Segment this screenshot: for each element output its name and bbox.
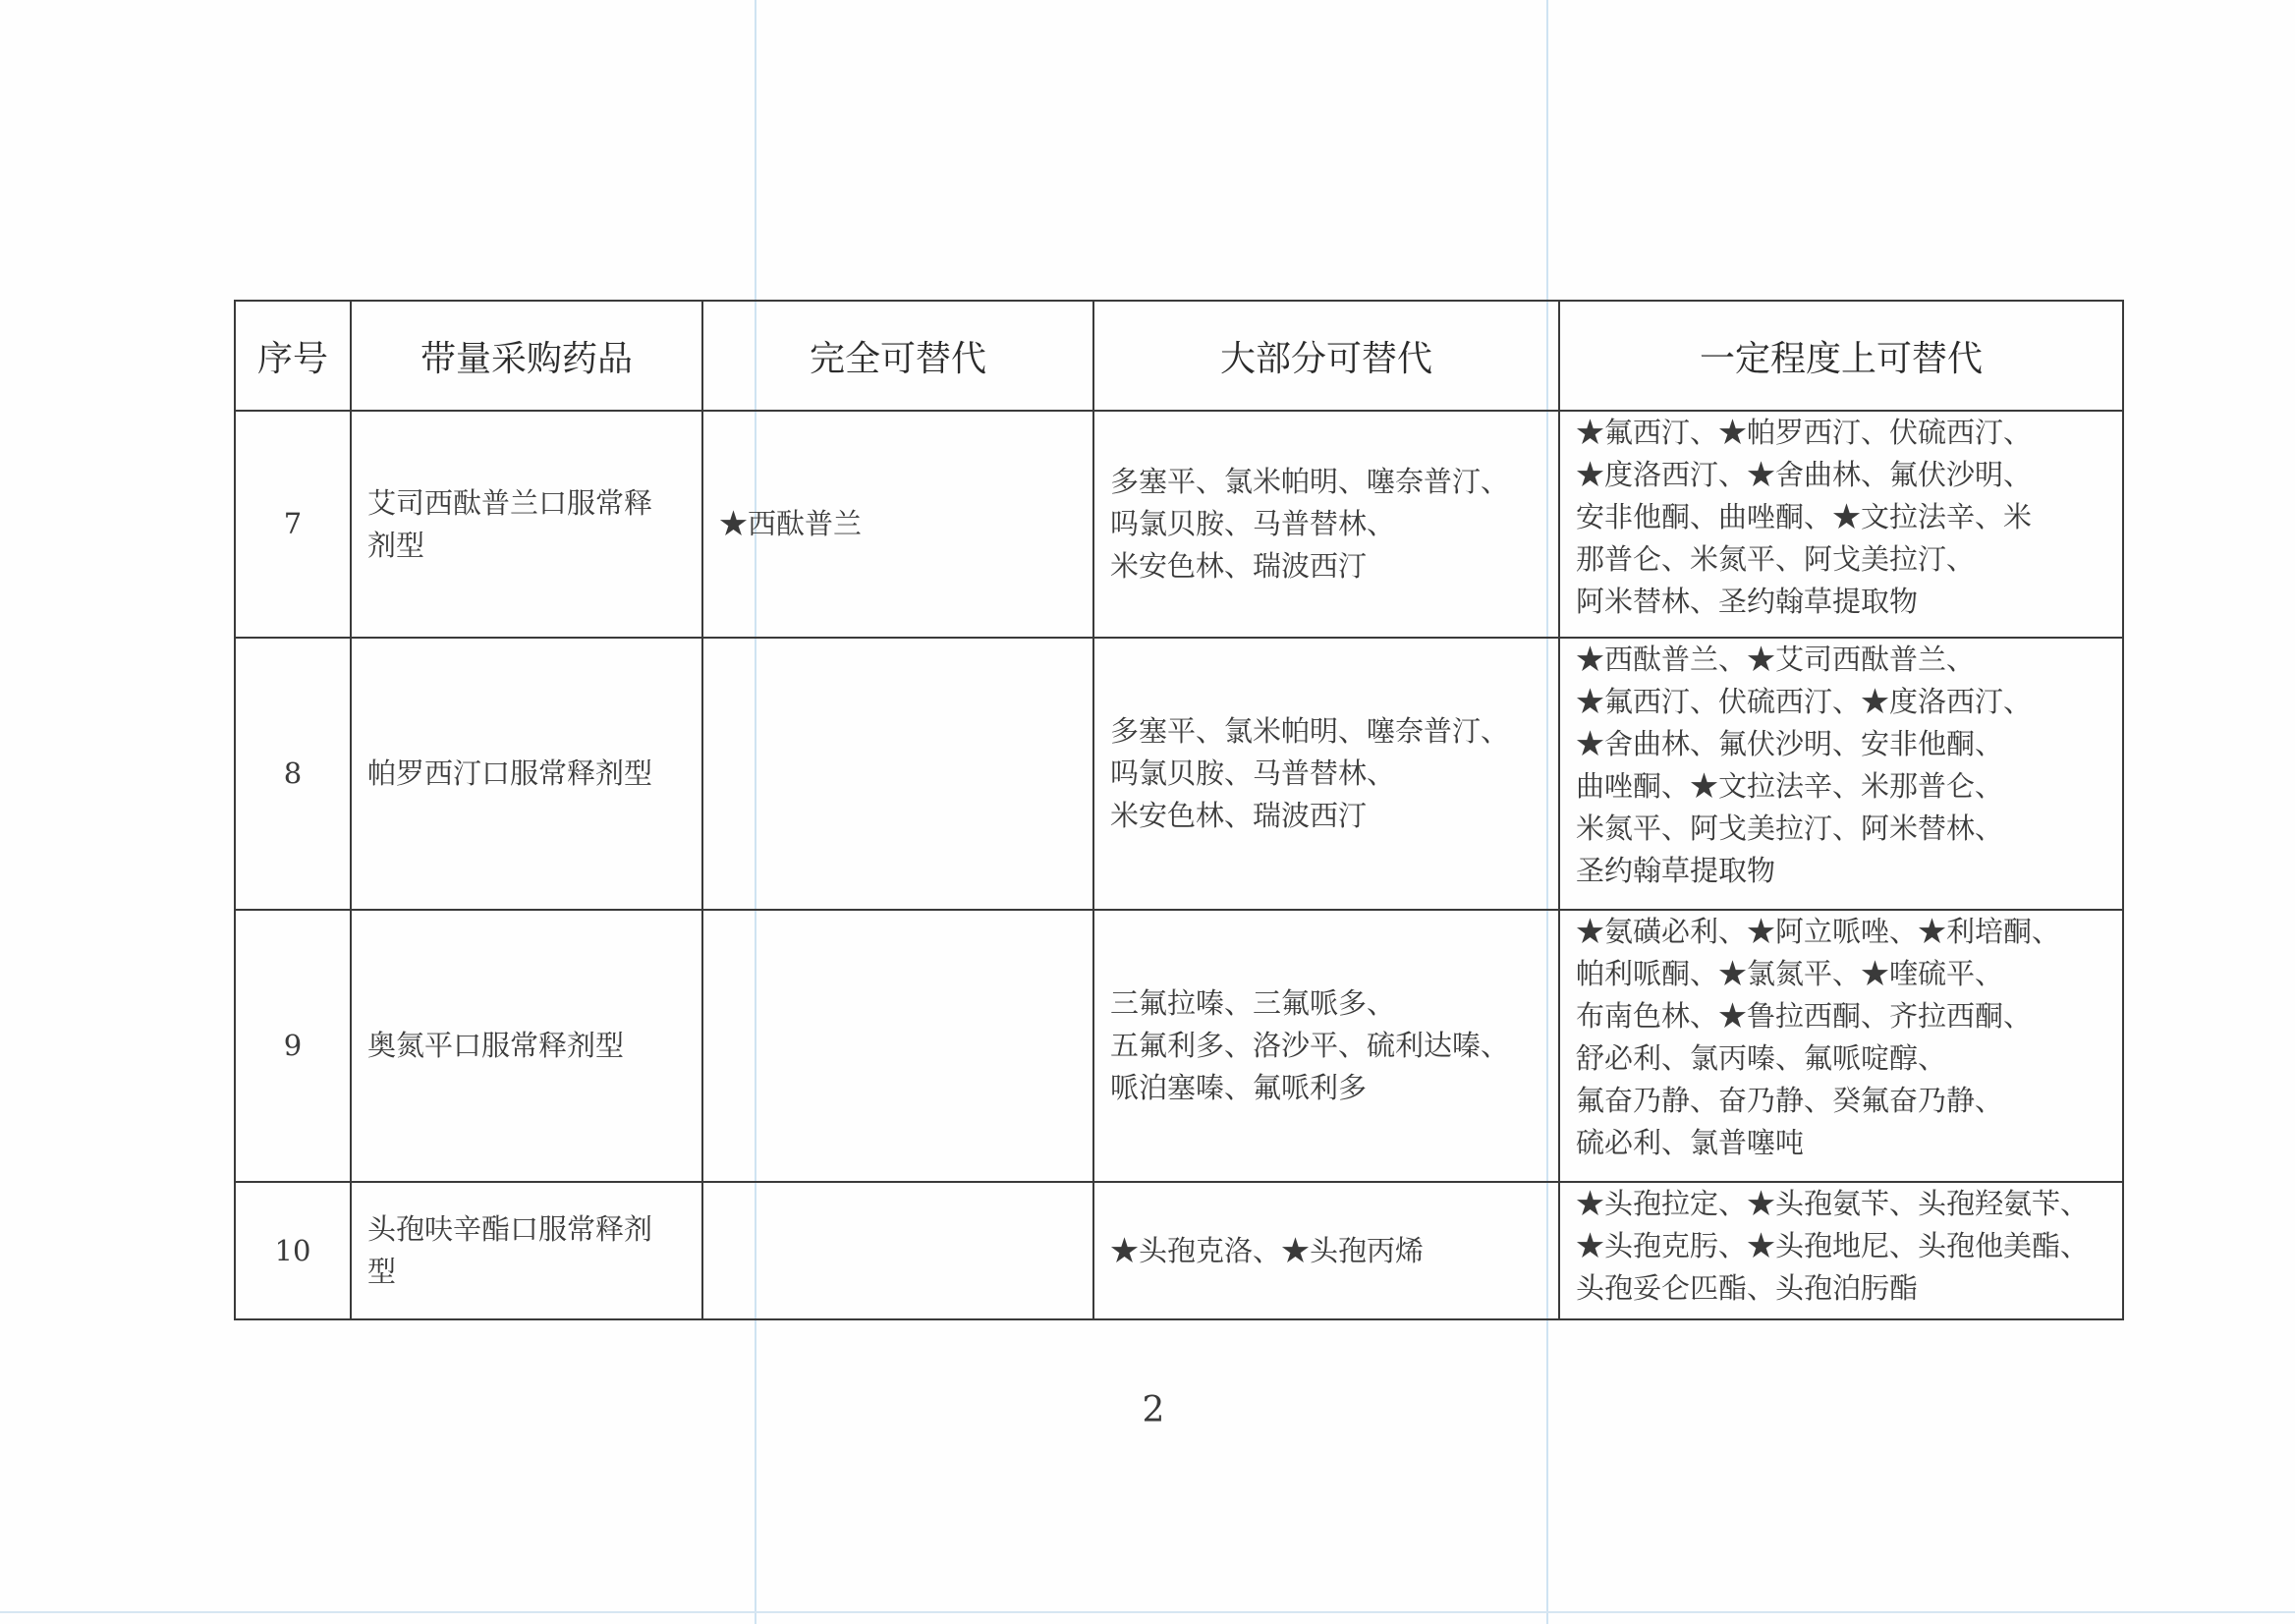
text-line: 米氮平、阿戈美拉汀、阿米替林、 xyxy=(1576,812,2004,845)
table-header-row xyxy=(235,301,2123,411)
row-most-substitute xyxy=(1093,1182,1559,1319)
header-partial-substitute: 一定程度上可替代 xyxy=(1559,301,2123,411)
text-line: 帕罗西汀口服常释剂型 xyxy=(367,756,653,790)
text-line: 帕利哌酮、★氯氮平、★喹硫平、 xyxy=(1576,957,2004,990)
text-line: 阿米替林、圣约翰草提取物 xyxy=(1576,585,1919,618)
text-line: 头孢呋辛酯口服常释剂 xyxy=(367,1212,653,1246)
row-index: 10 xyxy=(235,1182,351,1319)
row-drug xyxy=(351,910,702,1182)
header-index: 序号 xyxy=(235,301,351,411)
row-partial-substitute xyxy=(1559,411,2123,638)
text-line: 多塞平、氯米帕明、噻奈普汀、 xyxy=(1110,465,1510,498)
text-line: 型 xyxy=(367,1255,397,1288)
text-line: ★头孢拉定、★头孢氨苄、头孢羟氨苄、 xyxy=(1576,1187,2090,1220)
text-line: ★氨磺必利、★阿立哌唑、★利培酮、 xyxy=(1576,915,2061,948)
table-row xyxy=(235,1182,2123,1319)
text-line: 哌泊塞嗪、氟哌利多 xyxy=(1110,1071,1368,1104)
row-partial-substitute xyxy=(1559,910,2123,1182)
text-line: 硫必利、氯普噻吨 xyxy=(1576,1126,1805,1159)
row-drug xyxy=(351,411,702,638)
text-line: 奥氮平口服常释剂型 xyxy=(367,1029,625,1062)
text-line: ★头孢克洛、★头孢丙烯 xyxy=(1110,1233,1425,1267)
substitution-table xyxy=(234,300,2124,1320)
row-most-substitute xyxy=(1093,411,1559,638)
text-line: 圣约翰草提取物 xyxy=(1576,854,1776,887)
text-line: 多塞平、氯米帕明、噻奈普汀、 xyxy=(1110,714,1510,748)
row-most-substitute xyxy=(1093,910,1559,1182)
row-most-substitute xyxy=(1093,638,1559,910)
row-full-substitute xyxy=(702,910,1093,1182)
text-line: ★氟西汀、伏硫西汀、★度洛西汀、 xyxy=(1576,685,2033,718)
text-line: 艾司西酞普兰口服常释 xyxy=(367,485,653,520)
text-line: 吗氯贝胺、马普替林、 xyxy=(1110,507,1396,540)
row-partial-substitute xyxy=(1559,1182,2123,1319)
scan-guide-line xyxy=(0,1611,2295,1613)
row-full-substitute xyxy=(702,638,1093,910)
text-line: 布南色林、★鲁拉西酮、齐拉西酮、 xyxy=(1576,999,2033,1033)
text-line: 剂型 xyxy=(367,528,425,562)
text-line: 氟奋乃静、奋乃静、癸氟奋乃静、 xyxy=(1576,1084,2004,1117)
text-line: ★头孢克肟、★头孢地尼、头孢他美酯、 xyxy=(1576,1229,2090,1262)
row-partial-substitute xyxy=(1559,638,2123,910)
header-most-substitute: 大部分可替代 xyxy=(1093,301,1559,411)
text-line: 那普仑、米氮平、阿戈美拉汀、 xyxy=(1576,542,1976,576)
text-line: 头孢妥仑匹酯、头孢泊肟酯 xyxy=(1576,1271,1919,1305)
row-drug xyxy=(351,1182,702,1319)
row-full-substitute xyxy=(702,1182,1093,1319)
page-number: 2 xyxy=(1142,1390,1165,1430)
text-line: 五氟利多、洛沙平、硫利达嗪、 xyxy=(1110,1029,1510,1062)
table-row xyxy=(235,411,2123,638)
header-full-substitute: 完全可替代 xyxy=(702,301,1093,411)
table-row xyxy=(235,910,2123,1182)
row-full-substitute: ★西酞普兰 xyxy=(702,411,1093,638)
text-line: ★度洛西汀、★舍曲林、氟伏沙明、 xyxy=(1576,458,2033,491)
text-line: 安非他酮、曲唑酮、★文拉法辛、米 xyxy=(1576,500,2033,533)
row-drug xyxy=(351,638,702,910)
header-drug: 带量采购药品 xyxy=(351,301,702,411)
text-line: ★氟西汀、★帕罗西汀、伏硫西汀、 xyxy=(1576,416,2033,449)
text-line: 吗氯贝胺、马普替林、 xyxy=(1110,756,1396,790)
text-line: 舒必利、氯丙嗪、氟哌啶醇、 xyxy=(1576,1041,1947,1075)
text-line: ★西酞普兰、★艾司西酞普兰、 xyxy=(1576,643,1976,676)
text-line: 米安色林、瑞波西汀 xyxy=(1110,549,1368,583)
row-index: 7 xyxy=(235,411,351,638)
text-line: 曲唑酮、★文拉法辛、米那普仑、 xyxy=(1576,769,2004,803)
row-index: 9 xyxy=(235,910,351,1182)
table-row xyxy=(235,638,2123,910)
text-line: ★舍曲林、氟伏沙明、安非他酮、 xyxy=(1576,727,2004,760)
text-line: 三氟拉嗪、三氟哌多、 xyxy=(1110,986,1396,1020)
text-line: 米安色林、瑞波西汀 xyxy=(1110,799,1368,832)
row-index: 8 xyxy=(235,638,351,910)
